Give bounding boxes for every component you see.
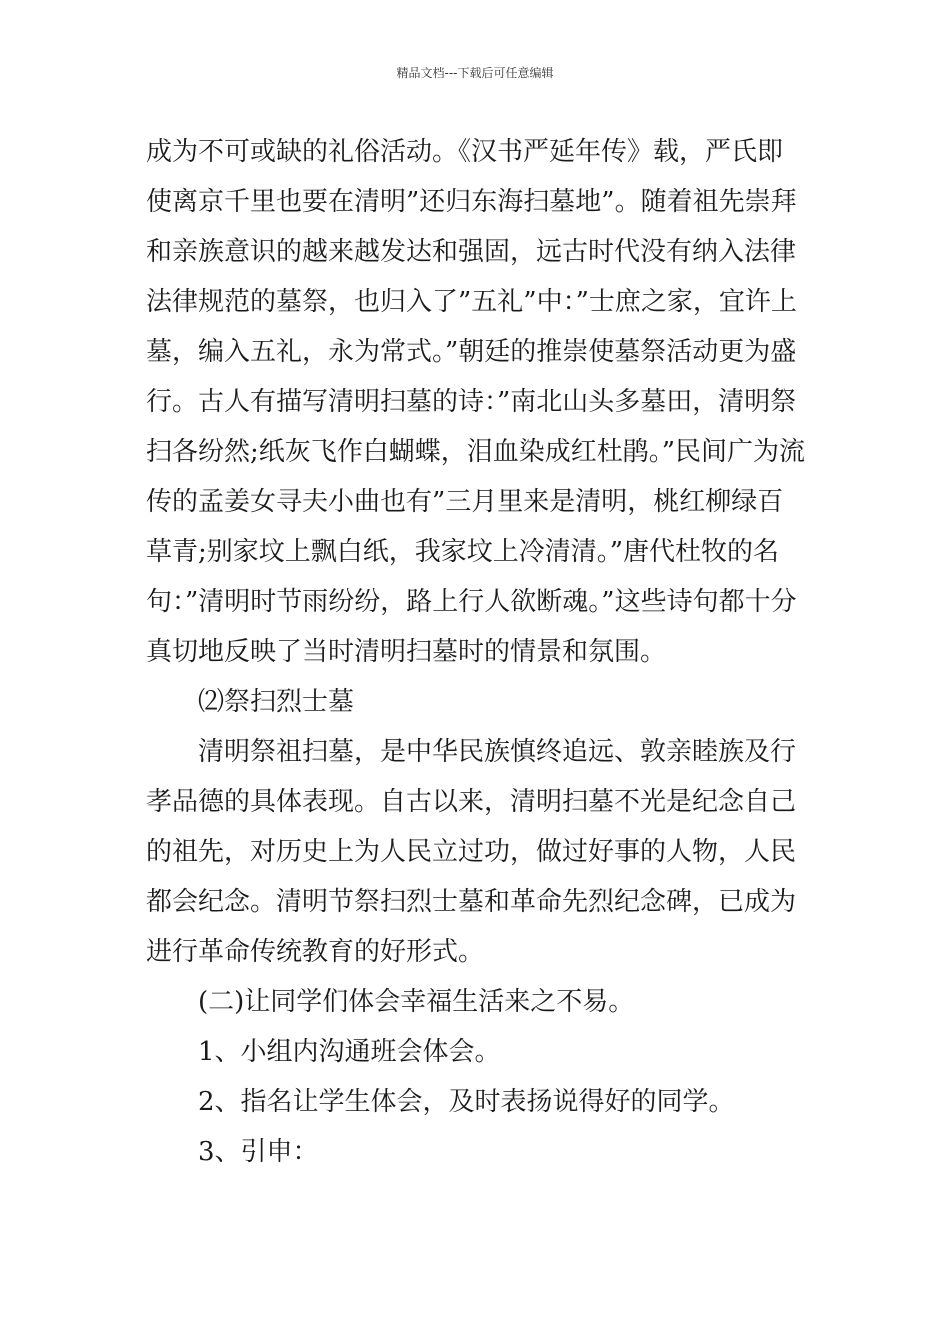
paragraph-tomb-sweeping-history: 成为不可或缺的礼俗活动。《汉书严延年传》载，严氏即使离京千里也要在清明”还归东海扫墓地”。随着祖先崇拜和亲族意识的越来越发达和强固，远古时代没有纳入法律法律规范的墓祭，也归入了”五礼”中：”士庶之家，宜许上墓，编入五礼，永为常式。”朝廷的推崇使墓祭活动更为盛行。古人有描写清明扫墓的诗：”南北山头多墓田，清明祭扫各纷然;纸灰飞作白蝴蝶，泪血染成红杜鹃。”民间广为流传的孟姜女寻夫小曲也有”三月里来是清明，桃红柳绿百草青;别家坟上飘白纸，我家坟上冷清清。”唐代杜牧的名句：”清明时节雨纷纷，路上行人欲断魂。”这些诗句都十分真切地反映了当时清明扫墓时的情景和氛围。 bbox=[146, 137, 806, 667]
paragraph-martyrs-tomb: 清明祭祖扫墓，是中华民族慎终追远、敦亲睦族及行孝品德的具体表现。自古以来，清明扫墓不光是纪念自己的祖先，对历史上为人民立过功，做过好事的人物，人民都会纪念。清明节祭扫烈士墓和革命先烈纪念碑，已成为进行革命传统教育的好形式。 bbox=[146, 737, 797, 967]
page-header: 精品文档---下载后可任意编辑 bbox=[396, 66, 554, 80]
list-item-3: 3、引申： bbox=[198, 1137, 319, 1167]
section-heading-happy-life: (二)让同学们体会幸福生活来之不易。 bbox=[198, 987, 635, 1017]
document-body bbox=[146, 127, 808, 1177]
list-item-1: 1、小组内沟通班会体会。 bbox=[198, 1037, 501, 1067]
list-item-2: 2、指名让学生体会，及时表扬说得好的同学。 bbox=[198, 1087, 735, 1117]
section-heading-martyrs-tomb: ⑵祭扫烈士墓 bbox=[198, 687, 355, 717]
